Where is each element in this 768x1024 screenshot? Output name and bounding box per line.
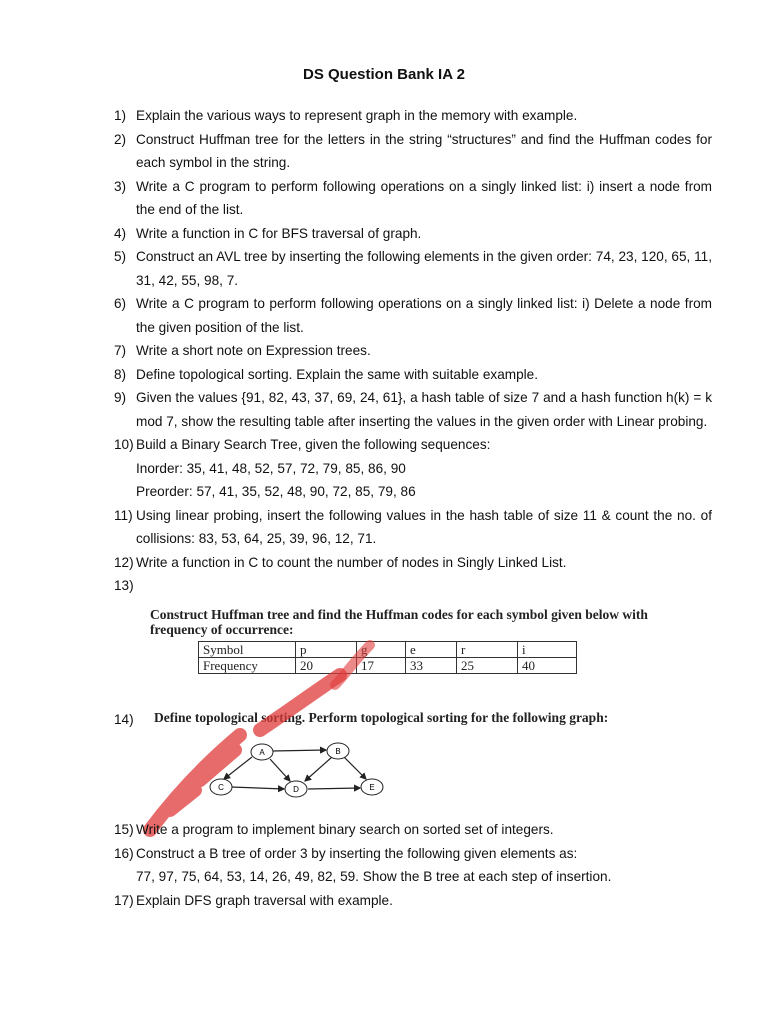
node-a-label: A — [259, 748, 265, 757]
question-text: Construct a B tree of order 3 by inserting the following given elements as: — [136, 845, 578, 861]
question-number: 1) — [114, 108, 127, 123]
question-text: Construct an AVL tree by inserting the following elements in the given order: 74, 23, 120, 65, 11, 31, 42, 55, 98, 7. — [136, 249, 712, 288]
symbol-cell: e — [406, 642, 457, 658]
question-number: 13) — [114, 578, 134, 593]
question-number: 16) — [114, 845, 134, 861]
question-text: Build a Binary Search Tree, given the following sequences: — [136, 437, 491, 452]
symbol-cell: g — [357, 642, 406, 658]
question-text: Write a function in C to count the number of nodes in Singly Linked List. — [136, 554, 567, 570]
question-text: Define topological sorting. Explain the same with suitable example. — [136, 366, 538, 382]
question-number: 5) — [114, 249, 127, 264]
frequency-cell: 40 — [518, 658, 577, 674]
question-number: 6) — [114, 296, 127, 311]
node-e-label: E — [369, 783, 375, 792]
question-text: Using linear probing, insert the following values in the hash table of size 11 & count the no. of collisions: 83, 53, 64, 25, 39, 96, 12, 71. — [136, 507, 712, 546]
question-text: Explain the various ways to represent graph in the memory with example. — [136, 108, 578, 123]
frequency-cell: 20 — [296, 658, 357, 674]
question-number: 14) — [114, 712, 134, 727]
question-number: 8) — [114, 366, 127, 382]
question-number: 9) — [114, 390, 127, 405]
question-text: Write a C program to perform following operations on a singly linked list: i) Delete a node from the given position of the list. — [136, 296, 712, 335]
question-number: 3) — [114, 178, 127, 194]
frequency-cell: 17 — [357, 658, 406, 674]
question-list-2 — [114, 818, 712, 912]
question-item — [114, 433, 712, 504]
question-item — [114, 245, 712, 292]
question-text: Given the values {91, 82, 43, 37, 69, 24, 61}, a hash table of size 7 and a hash function h(k) = k mod 7, show the resulting table after inserting the values in the given order with Linear probing. — [136, 390, 712, 429]
question-item — [114, 889, 712, 913]
symbol-cell: r — [457, 642, 518, 658]
question-text: Construct Huffman tree for the letters in the string “structures” and find the Huffman codes for each symbol in the string. — [136, 131, 712, 170]
question-number: 17) — [114, 892, 134, 908]
q13-scan-text: Construct Huffman tree and find the Huffman codes for each symbol given below with frequency of occurrence: — [150, 607, 648, 637]
question-text: Write a function in C for BFS traversal of graph. — [136, 225, 422, 241]
question-text: Write a C program to perform following operations on a singly linked list: i) insert a node from the end of the list. — [136, 178, 712, 217]
question-item — [114, 504, 712, 551]
question-item — [114, 339, 712, 363]
frequency-label: Frequency — [199, 658, 296, 674]
question-text-cont: 77, 97, 75, 64, 53, 14, 26, 49, 82, 59. Show the B tree at each step of insertion. — [136, 869, 612, 884]
q14-scan-text: Define topological sorting. Perform topological sorting for the following graph: — [154, 710, 609, 725]
question-text: Write a short note on Expression trees. — [136, 343, 371, 358]
symbol-cell: p — [296, 642, 357, 658]
question-item — [114, 175, 712, 222]
inorder-sequence: Inorder: 35, 41, 48, 52, 57, 72, 79, 85, 86, 90 — [136, 460, 406, 476]
question-number: 10) — [114, 437, 134, 452]
question-list — [114, 104, 712, 593]
red-stamp-watermark — [140, 640, 380, 840]
node-c-label: C — [218, 783, 224, 792]
question-item — [114, 842, 712, 889]
question-text: Write a program to implement binary search on sorted set of integers. — [136, 822, 554, 837]
question-item — [114, 386, 712, 433]
question-text: Explain DFS graph traversal with example. — [136, 892, 393, 908]
question-item — [114, 292, 712, 339]
question-number: 7) — [114, 343, 127, 358]
question-number: 15) — [114, 822, 134, 837]
question-number: 4) — [114, 225, 127, 241]
question-item — [114, 104, 712, 128]
symbol-cell: i — [518, 642, 577, 658]
question-number: 11) — [114, 507, 133, 523]
question-item — [114, 551, 712, 575]
question-item — [114, 222, 712, 246]
question-item — [114, 818, 712, 842]
preorder-sequence: Preorder: 57, 41, 35, 52, 48, 90, 72, 85, 79, 86 — [136, 484, 416, 499]
question-number: 2) — [114, 131, 127, 147]
frequency-cell: 25 — [457, 658, 518, 674]
symbol-label: Symbol — [199, 642, 296, 658]
question-item — [114, 363, 712, 387]
node-b-label: B — [335, 747, 341, 756]
node-d-label: D — [293, 785, 299, 794]
question-number: 12) — [114, 554, 134, 570]
question-item — [114, 128, 712, 175]
frequency-cell: 33 — [406, 658, 457, 674]
page-title: DS Question Bank IA 2 — [303, 66, 465, 83]
